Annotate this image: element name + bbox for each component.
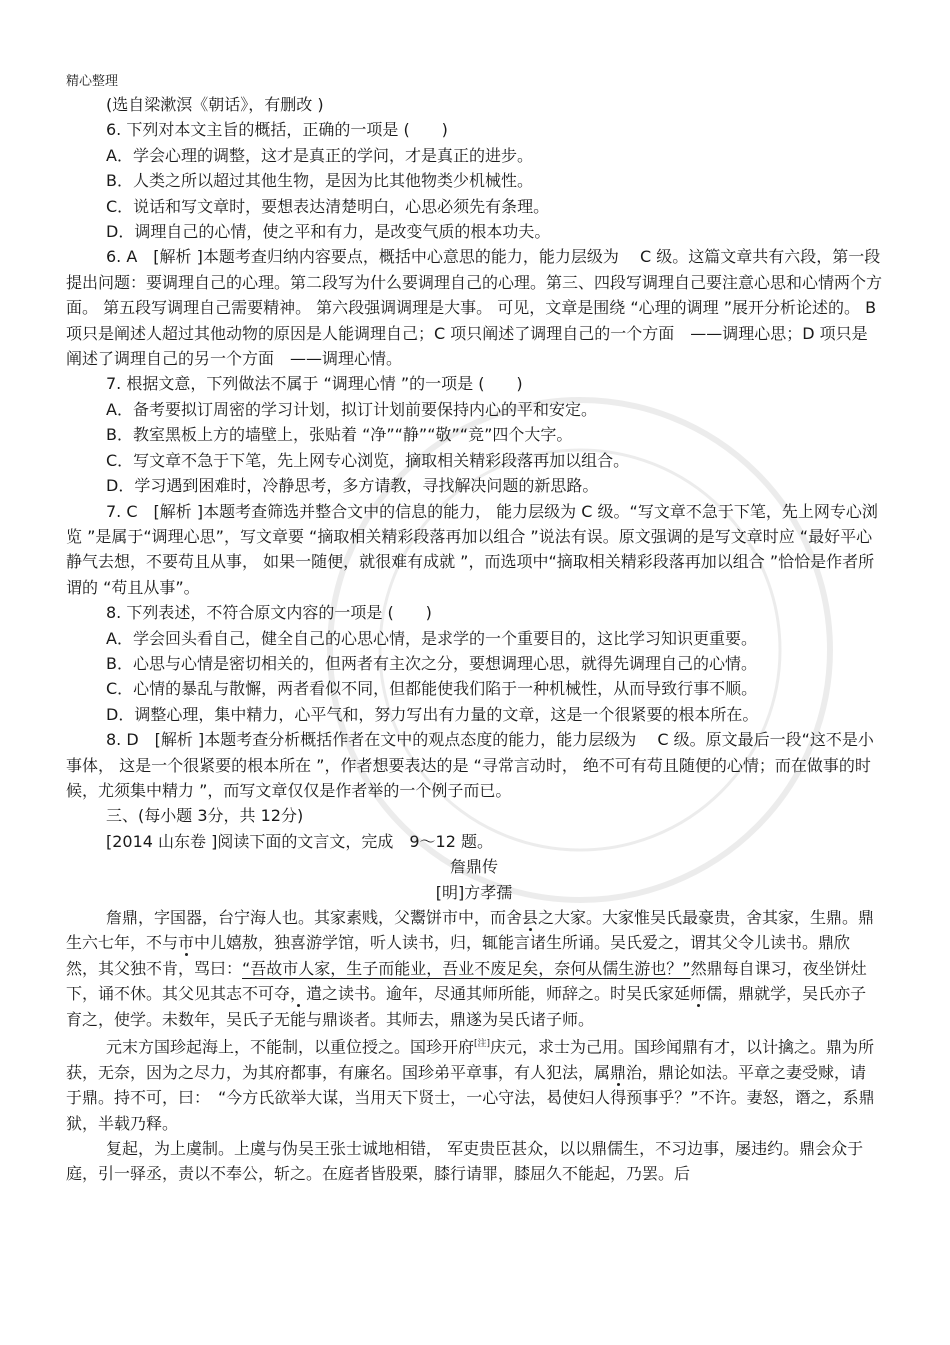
q8-option-c: C．心情的暴乱与散懈，两者看似不同，但都能使我们陷于一种机械性，从而导致行事不顺。: [106, 679, 758, 699]
q8-stem: 8. 下列表述，不符合原文内容的一项是 ( ): [106, 603, 432, 623]
reading-intro: [2014 山东卷 ]阅读下面的文言文，完成 9～12 题。: [106, 831, 494, 851]
emphasis-mark-duo: ，: [290, 984, 307, 1004]
footnote-marker: [注]: [474, 1039, 491, 1050]
article-title: 詹鼎传: [449, 857, 498, 877]
q7-option-c: C．写文章不急于下笔，先上网专心浏览，摘取相关精彩段落再加以组合。: [106, 450, 630, 470]
article-paragraph-3: 复起，为上虞制。上虞与伪吴王张士诚地相错， 军吏贵臣甚众，以以鼎儒生，不习边事，屡违约。鼎会众于庭，引一驿丞，责以不奉公，斩之。在庭者皆股栗，膝行请罪，膝屈久不能起，乃罢。后: [66, 1138, 864, 1184]
q6-analysis: 6. A [解析 ]本题考查归纳内容要点，概括中心意思的能力，能力层级为 C 级。这篇文章共有六段，第一段提出问题：要调理自己的心理。第二段写为什么要调理自己的心理。第三、四段写调理自己要注意心思和心情两个方面。 第五段写调理自己需要精神。 第六段强调调理是大事。 可见，文章是围绕 “心理的调理 ”展开分析论述的。 B 项只是阐述人超过其他动物的原因是人能调理自己；C 项只阐述了调理自己的一个方面 ——调理心思；D 项只是阐述了调理自己的另一个方面 ——调理心情。: [66, 247, 883, 369]
q6-option-b: B．人类之所以超过其他生物，是因为比其他物类少机械性。: [106, 171, 533, 191]
article-author: [明]方孝孺: [435, 882, 513, 902]
source-note: (选自梁漱溟《朝话》，有删改 ): [106, 95, 324, 114]
document-content: [66, 92, 882, 1187]
q8-analysis: 8. D [解析 ]本题考查分析概括作者在文中的观点态度的能力，能力层级为 C 级。原文最后一段“这不是小事体， 这是一个很紧要的根本所在 ”，作者想要表达的是 “寻常言动时， 绝不可有苟且随便的心情；而在做事的时候，尤须集中精力 ”，而写文章仅仅是作者举的一个例子而已。: [66, 730, 874, 800]
article-paragraph-2: 元末方国珍起海上，不能制，以重位授之。国珍开府[注]庆元，求士为己用。国珍闻鼎有才，以计擒之。鼎为所获，无奈，因为之尽力，为其府都事，有廉名。国珍弟平章事，有人犯法，属鼎治，鼎论如法。平章之妻受赇，请于鼎。持不可，曰： “今方氏欲举大谋，当用天下贤士，一心守法，曷使妇人得预事乎？”不许。妻怒，谮之，系鼎狱，半载乃释。: [66, 1037, 875, 1133]
emphasis-mark-yu: 市: [178, 933, 195, 953]
page-header: 精心整理: [66, 74, 119, 89]
q6-stem: 6. 下列对本文主旨的概括，正确的一项是 ( ): [106, 120, 448, 140]
q6-option-d: D．调理自己的心情，使之平和有力，是改变气质的根本功夫。: [106, 222, 551, 242]
q8-option-d: D．调整心理，集中精力，心平气和，努力写出有力量的文章，这是一个很紧要的根本所在。: [106, 704, 759, 724]
q7-stem: 7. 根据文意，下列做法不属于 “调理心情 ”的一项是 ( ): [106, 374, 523, 394]
article-paragraph-1: 詹鼎，字国器，台宁海人也。其家素贱，父鬻饼市中，而舍县之大家。大家惟吴氏最豪贵，舍其家，生鼎。鼎生六七年，不与市中儿嬉敖，独喜游学馆，听人读书，归，辄能言诸生所诵。吴氏爱之，谓其父令儿读书。鼎欣然，其父独不肯，骂曰：“吾故市人家，生子而能业，吾业不废足矣，奈何从儒生游也？”然鼎每自课习，夜坐饼灶下，诵不休。其父见其志不可夺，遣之读书。逾年，尽通其师所能，师辞之。时吴氏家延师儒，鼎就学，吴氏亦子育之，使学。未数年，吴氏子无能与鼎谈者。其师去，鼎遂为吴氏诸子师。: [66, 908, 875, 1029]
underlined-quote: “吾故市人家，生子而能业，吾业不废足矣，奈何从儒生游也？”: [242, 958, 691, 978]
q7-analysis: 7. C [解析 ]本题考查筛选并整合文中的信息的能力， 能力层级为 C 级。“写文章不急于下笔，先上网专心浏览 ”是属于“调理心思”，写文章要 “摘取相关精彩段落再加以组合 ”说法有误。原文强调的是写文章时应 “最好平心静气去想，不要苟且从事， 如果一随便，就很难有成就 ”，而选项中“摘取相关精彩段落再加以组合 ”恰恰是作者所谓的 “苟且从事”。: [66, 501, 878, 597]
emphasis-mark-shu: 鼎: [610, 1062, 627, 1082]
q8-option-b: B．心思与心情是密切相关的，但两者有主次之分，要想调理心思，就得先调理自己的心情。: [106, 653, 757, 673]
q7-option-a: A．备考要拟订周密的学习计划，拟订计划前要保持内心的平和安定。: [106, 399, 597, 419]
emphasis-mark-yan: 师: [690, 984, 707, 1004]
q7-option-b: B．教室黑板上方的墙壁上，张贴着 “净”“静”“敬”“竞”四个大字。: [106, 425, 573, 445]
section-heading: 三、(每小题 3分，共 12分): [106, 806, 304, 826]
emphasis-mark-she: 县: [522, 908, 539, 927]
q8-option-a: A．学会回头看自己，健全自己的心思心情，是求学的一个重要目的，这比学习知识更重要。: [106, 628, 757, 648]
q6-option-c: C．说话和写文章时，要想表达清楚明白，心思必须先有条理。: [106, 196, 550, 216]
q6-option-a: A．学会心理的调整，这才是真正的学问，才是真正的进步。: [106, 145, 533, 165]
q7-option-d: D．学习遇到困难时，冷静思考，多方请教，寻找解决问题的新思路。: [106, 476, 599, 496]
